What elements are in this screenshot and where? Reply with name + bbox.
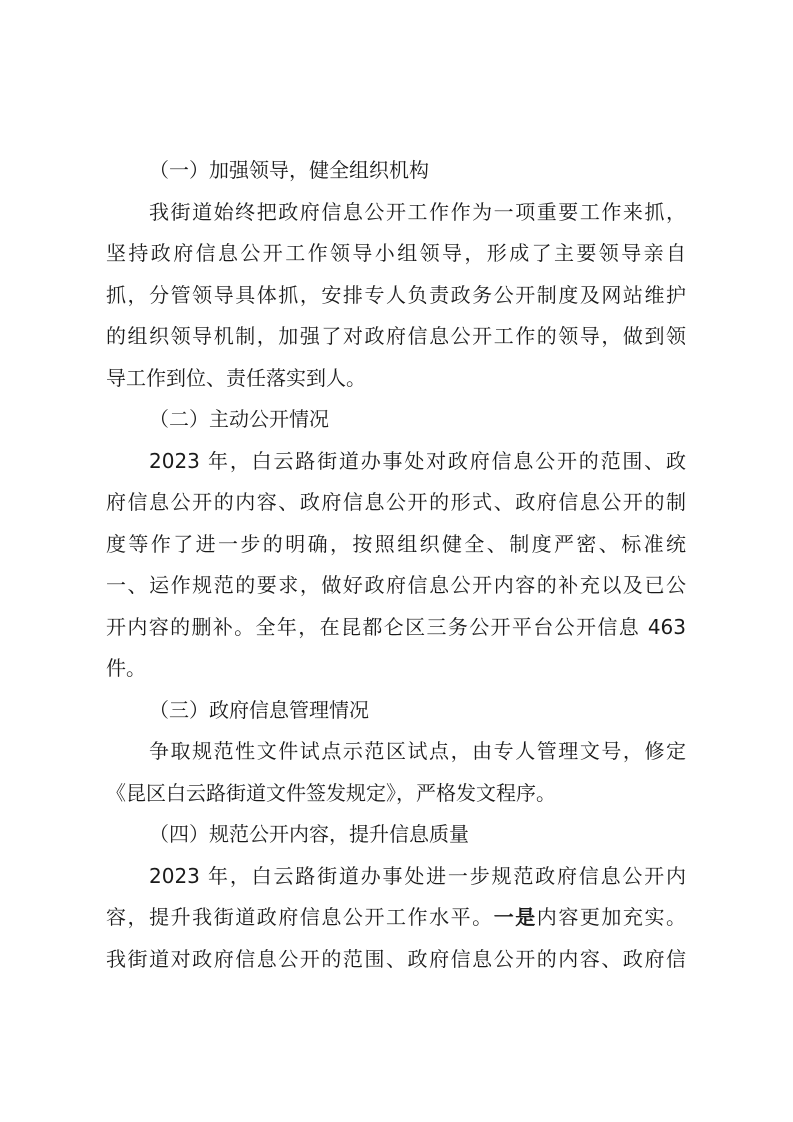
paragraph-line: 府信息公开的内容、政府信息公开的形式、政府信息公开的制	[106, 490, 686, 514]
paragraph-line: 我街道始终把政府信息公开工作作为一项重要工作来抓，	[149, 199, 686, 224]
paragraph-line: 抓，分管领导具体抓，安排专人负责政务公开制度及网站维护	[106, 282, 686, 307]
bold-emphasis: 一是	[493, 905, 537, 929]
section-heading-4: （四）规范公开内容，提升信息质量	[149, 822, 469, 846]
section-heading-2: （二）主动公开情况	[149, 407, 329, 431]
section-heading-1: （一）加强领导，健全组织机构	[149, 158, 429, 182]
paragraph-line: 争取规范性文件试点示范区试点，由专人管理文号，修定	[149, 739, 686, 763]
paragraph-line: 一、运作规范的要求，做好政府信息公开内容的补充以及已公	[106, 573, 686, 597]
paragraph-line-mixed	[106, 897, 686, 939]
paragraph-text: 内容更加充实。	[536, 905, 686, 929]
paragraph-line: 坚持政府信息公开工作领导小组领导，形成了主要领导亲自	[106, 241, 686, 265]
paragraph-line: 2023 年，白云路街道办事处对政府信息公开的范围、政	[149, 448, 686, 473]
paragraph-line: 2023 年，白云路街道办事处进一步规范政府信息公开内	[149, 863, 686, 888]
paragraph-line: 件。	[106, 656, 146, 680]
paragraph-text: 容，提升我街道政府信息公开工作水平。	[106, 905, 494, 929]
paragraph-line: 我街道对政府信息公开的范围、政府信息公开的内容、政府信	[106, 946, 686, 971]
section-heading-3: （三）政府信息管理情况	[149, 697, 369, 722]
paragraph-line: 《昆区白云路街道文件签发规定》，严格发文程序。	[106, 780, 556, 805]
paragraph-line: 开内容的删补。全年，在昆都仑区三务公开平台公开信息 463	[106, 614, 686, 639]
paragraph-line: 的组织领导机制，加强了对政府信息公开工作的领导，做到领	[106, 324, 686, 348]
paragraph-line: 度等作了进一步的明确，按照组织健全、制度严密、标准统	[106, 531, 686, 556]
document-body	[106, 150, 686, 980]
paragraph-line: 导工作到位、责任落实到人。	[106, 365, 366, 390]
